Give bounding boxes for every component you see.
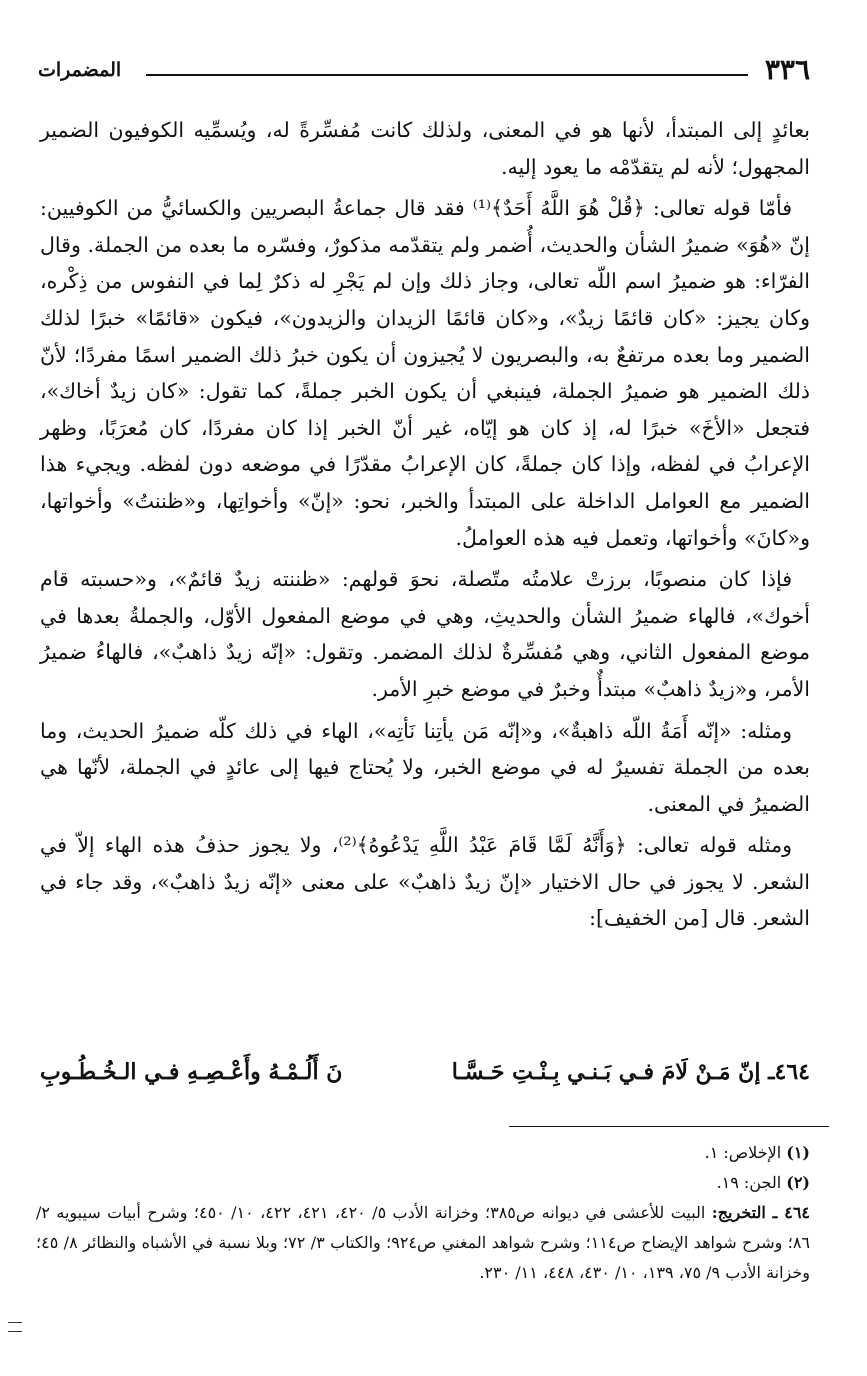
page-number: ٣٣٦ [764, 53, 810, 86]
paragraph: فإذا كان منصوبًا، برزتْ علامتُه متّصلة، نحوَ قولهم: «ظننته زيدٌ قائمٌ»، و«حسبته قام أخوك»، فالهاء ضميرُ الشأن والحديثِ، وهي في موضع المفعول الأوّل، والجملةُ بعدها في موضع المفعول الثاني، وهي مُفسِّرةٌ لذلك المضمر. وتقول: «إنّه زيدٌ ذاهبٌ»، فالهاءُ ضميرُ الأمر، و«زيدٌ ذاهبٌ» مبتدأٌ وخبرٌ في موضع خبرِ الأمر. [40, 567, 810, 701]
footnote-marker: (٢) [786, 1173, 810, 1192]
footnote-text: الإخلاص: ١. [704, 1143, 782, 1162]
footnotes [36, 1138, 810, 1288]
footnote-separator [509, 1126, 829, 1127]
verse-first-text: إنّ مَـنْ لَامَ فـي بَـنـي بِـنْـتِ حَـسَّـا [451, 1059, 761, 1085]
page-header [38, 52, 810, 88]
paragraph: ومثله: «إنّه أَمَةُ اللّه ذاهبةٌ»، و«إنّه مَن يأتِنا نَأتِه»، الهاء في ذلك كلّه ضميرُ الحديث، وما بعده من الجملة تفسيرٌ له في موضع الخبر، ولا يُحتاج فيها إلى عائدٍ في الجملة، لأنّها هي الضميرُ في المعنى. [40, 718, 810, 816]
header-rule [146, 74, 748, 76]
paragraph: فأمّا قوله تعالى: ﴿قُلْ هُوَ اللَّهُ أَحَدٌ﴾⁽¹⁾ فقد قال جماعةُ البصريين والكسائيُّ من الكوفيين: إنّ «هُوَ» ضميرُ الشأن والحديث، أُضمر ولم يتقدّمه مذكورٌ، وفسّره ما بعده من الجملة. وقال الفرّاء: هو ضميرُ اسم اللّه تعالى، وجاز ذلك وإن لم يَجْرِ له ذكرٌ لِما في النفوس من ذِكْره، وكان يجيز: «كان قائمًا زيدٌ»، و«كان قائمًا الزيدان والزيدون»، فيكون «قائمًا» خبرًا لذلك الضمير وما بعده مرتفعٌ به، والبصريون لا يُجيزون أن يكون خبرُ ذلك الضمير اسمًا مفردًا؛ لأنّ ذلك الضمير هو ضميرُ الجملة، فينبغي أن يكون الخبر جملةً، كما تقول: «كان زيدٌ أخاك»، فتجعل «الأخَ» خبرًا له، إذ كان هو إيّاه، غير أنّ الخبر إذا كان مفردًا، كان مُعرَبًا، وظهر الإعرابُ في لفظه، وإذا كان جملةً، كان الإعرابُ مقدّرًا في موضعه دون لفظه. ويجيء هذا الضمير مع العوامل الداخلة على المبتدأ والخبر، نحو: «إنّ» وأخواتِها، و«ظننتُ» وأخواتها، و«كانَ» وأخواتها، وتعمل فيه هذه العواملُ. [40, 196, 810, 550]
footnote-text: البيت للأعشى في ديوانه ص٣٨٥؛ وخزانة الأدب ٥/ ٤٢٠، ٤٢١، ٤٢٢، ١٠/ ٤٥٠؛ وشرح أبيات سيبويه ٢/ ٨٦؛ وشرح شواهد الإيضاح ص١١٤؛ وشرح شواهد المغني ص٩٢٤؛ والكتاب ٣/ ٧٢؛ وبلا نسبة في الأشباه والنظائر ٨/ ٤٥؛ وخزانة الأدب ٩/ ٧٥، ١٣٩، ١٠/ ٤٣٠، ٤٤٨، ١١/ ٢٣٠. [36, 1203, 810, 1282]
footnote [36, 1168, 810, 1198]
verse-second-hemistich: نَ أَلُـمْـهُ وأَعْـصِـهِ فـي الـخُـطُـوبِ [40, 1059, 343, 1085]
verse-number: ٤٦٤ [774, 1059, 810, 1085]
footnote [36, 1198, 810, 1288]
paragraph: بعائدٍ إلى المبتدأ، لأنها هو في المعنى، ولذلك كانت مُفسِّرةً له، ويُسمِّيه الكوفيون الضمير المجهول؛ لأنه لم يتقدّمْه ما يعود إليه. [40, 118, 810, 179]
verse-first-hemistich: ٤٦٤ـ إنّ مَـنْ لَامَ فـي بَـنـي بِـنْـتِ حَـسَّـا [451, 1059, 810, 1085]
main-text [40, 112, 810, 942]
footnote-marker: ٤٦٤ ـ التخريج: [711, 1203, 811, 1222]
footnote [36, 1138, 810, 1168]
footnote-marker: (١) [786, 1143, 810, 1162]
paragraph: ومثله قوله تعالى: ﴿وَأَنَّهُ لَمَّا قَامَ عَبْدُ اللَّهِ يَدْعُوهُ﴾⁽²⁾، ولا يجوز حذفُ هذه الهاء إلاّ في الشعر. لا يجوز في حال الاختيار «إنّ زيدٌ ذاهبٌ» على معنى «إنّه زيدٌ ذاهبٌ»، وقد جاء في الشعر. قال [من الخفيف]: [40, 833, 810, 931]
footnote-text: الجن: ١٩. [716, 1173, 782, 1192]
running-title: المضمرات [38, 59, 122, 81]
poetry-verse [40, 1050, 810, 1094]
margin-mark [8, 1322, 22, 1332]
